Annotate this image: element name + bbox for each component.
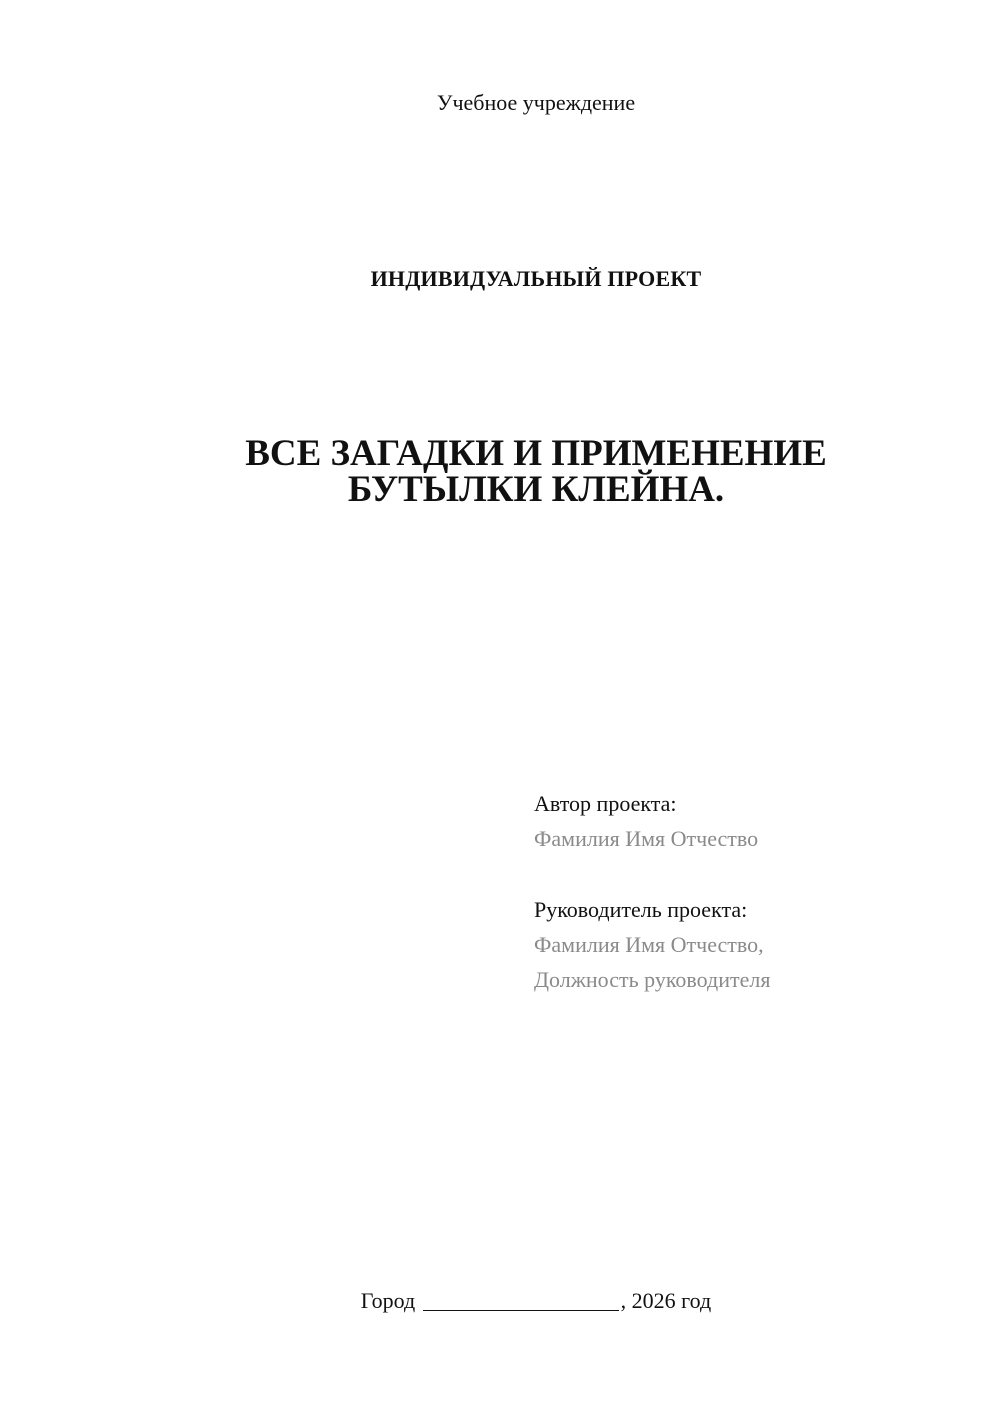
supervisor-block: [534, 892, 770, 997]
year-text: , 2026 год: [620, 1288, 712, 1313]
project-type-heading: ИНДИВИДУАЛЬНЫЙ ПРОЕКТ: [370, 266, 702, 291]
project-title-line-2: БУТЫЛКИ КЛЕЙНА.: [347, 469, 725, 510]
city-blank-line: [423, 1288, 619, 1311]
city-label: Город: [360, 1288, 416, 1313]
project-title-line-1: ВСЕ ЗАГАДКИ И ПРИМЕНЕНИЕ: [245, 433, 827, 474]
project-title: [0, 433, 1000, 510]
supervisor-label: Руководитель проекта:: [534, 897, 748, 922]
author-label: Автор проекта:: [534, 791, 677, 816]
institution-name: Учебное учреждение: [436, 90, 636, 115]
supervisor-name: Фамилия Имя Отчество,: [534, 932, 764, 957]
city-year-footer: [0, 1288, 1000, 1314]
supervisor-position: Должность руководителя: [534, 967, 771, 992]
author-block: [534, 786, 758, 856]
author-name: Фамилия Имя Отчество: [534, 826, 759, 851]
